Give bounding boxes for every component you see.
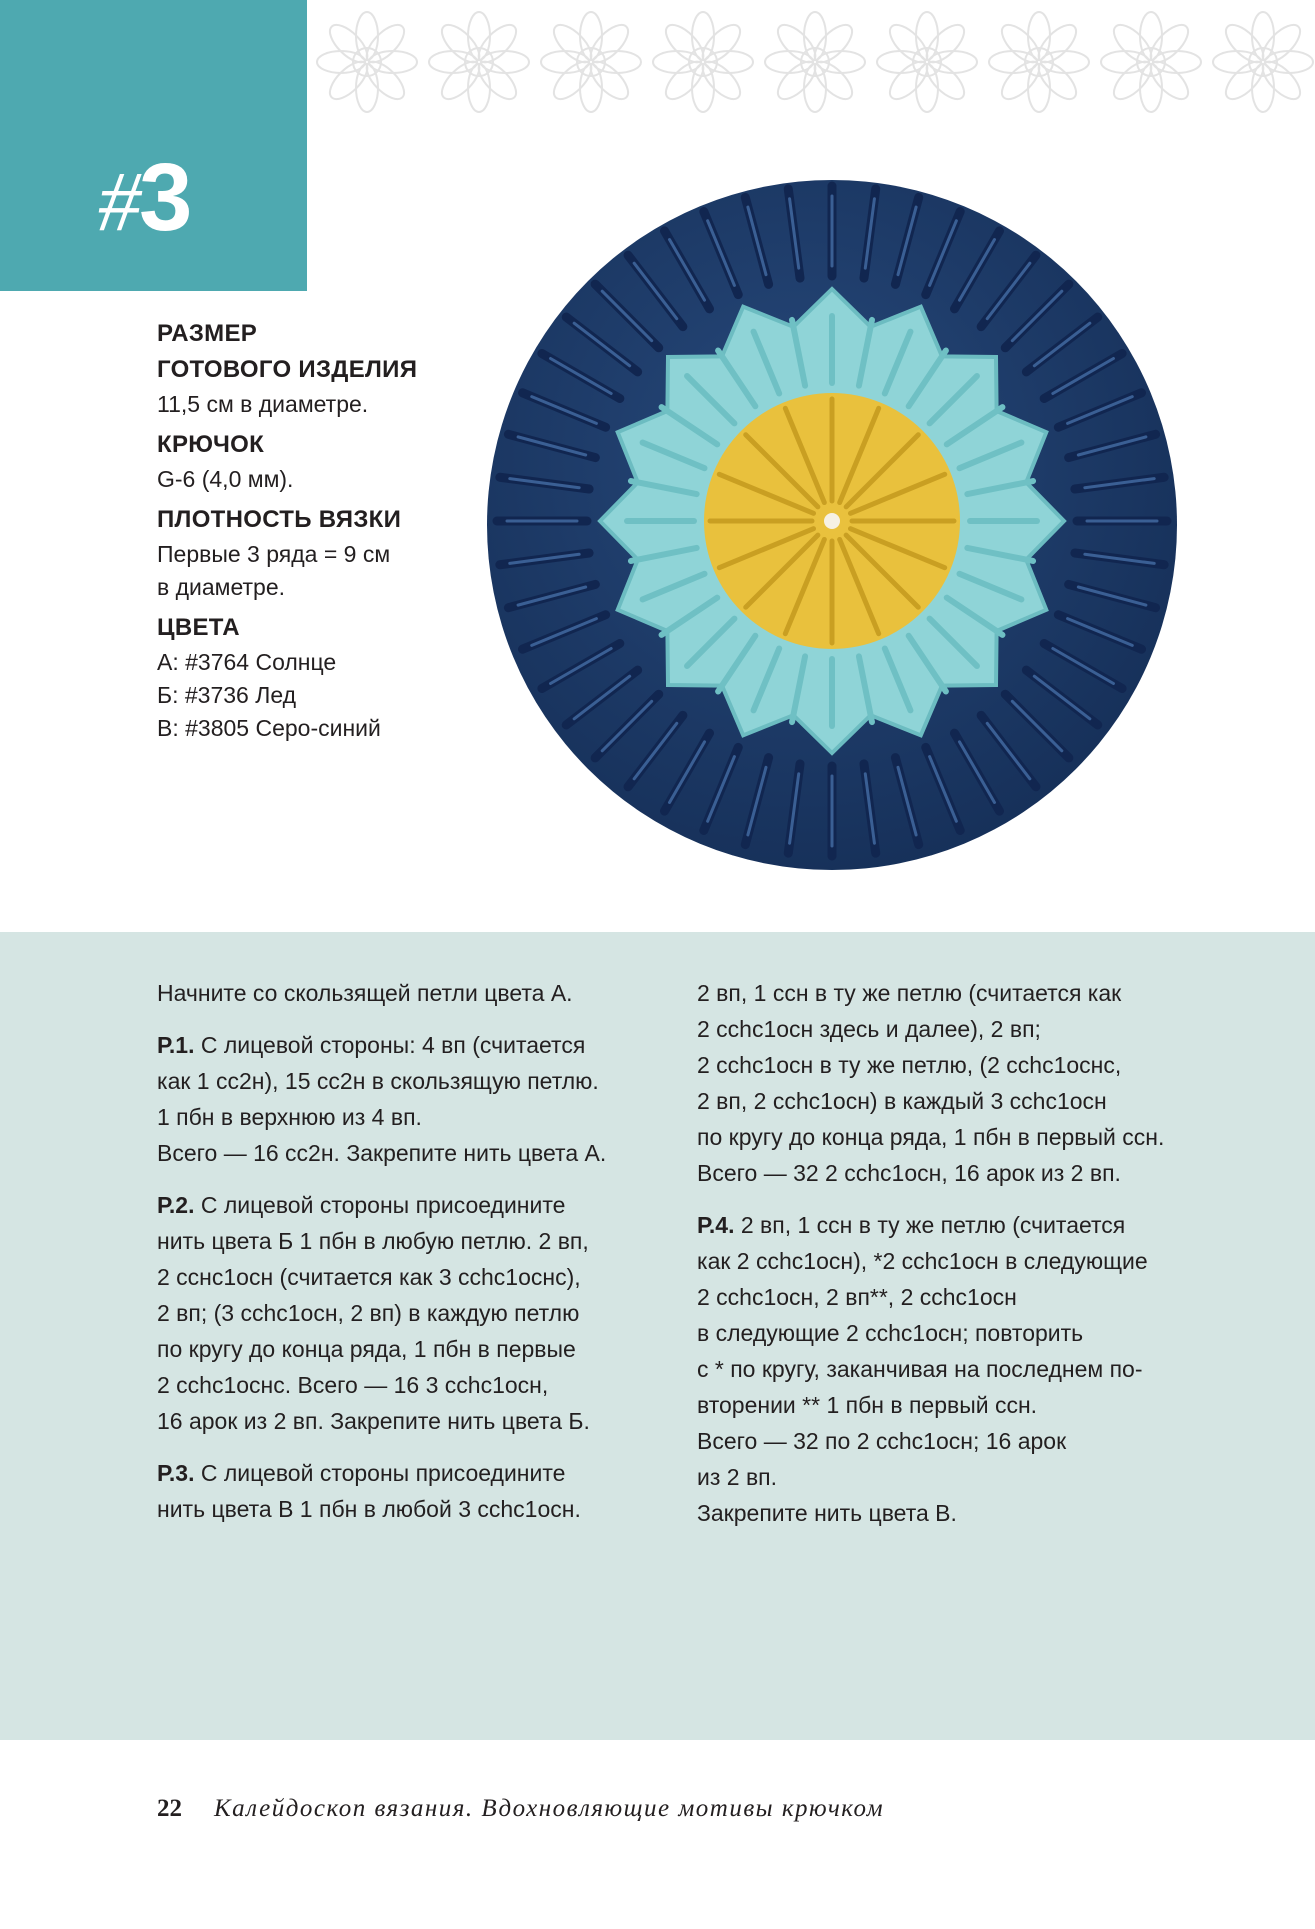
instruction-line <box>157 1099 677 1135</box>
instruction-line <box>697 975 1217 1011</box>
spec-block <box>157 502 457 604</box>
instruction-line <box>157 1367 677 1403</box>
page-number: 22 <box>157 1795 182 1822</box>
instruction-line <box>697 1315 1217 1351</box>
instruction-line <box>157 1455 677 1491</box>
row-label: Р.1. <box>157 1032 195 1058</box>
instruction-paragraph <box>697 975 1217 1191</box>
spec-title: КРЮЧОК <box>157 431 265 458</box>
instruction-text: из 2 вп. <box>697 1464 778 1490</box>
instruction-line <box>157 1223 677 1259</box>
instruction-line <box>157 1187 677 1223</box>
instruction-text: С лицевой стороны присоедините <box>194 1192 566 1218</box>
instruction-text: по кругу до конца ряда, 1 пбн в первый ссн. <box>697 1124 1165 1150</box>
instruction-line <box>157 1295 677 1331</box>
instruction-paragraph <box>157 1455 677 1527</box>
instruction-text: нить цвета Б 1 пбн в любую петлю. 2 вп, <box>157 1228 589 1254</box>
instruction-line <box>697 1387 1217 1423</box>
pattern-number <box>98 144 191 251</box>
spec-value: 11,5 см в диаметре. <box>157 391 369 417</box>
instruction-line <box>157 1491 677 1527</box>
spec-title: ГОТОВОГО ИЗДЕЛИЯ <box>157 356 418 383</box>
instructions-left-column <box>157 975 677 1543</box>
spec-title: ЦВЕТА <box>157 614 240 641</box>
instruction-text: нить цвета В 1 пбн в любой 3 ссhc1осн. <box>157 1496 581 1522</box>
instruction-paragraph <box>697 1207 1217 1531</box>
decorative-lace-border <box>307 0 1315 128</box>
instruction-line <box>697 1047 1217 1083</box>
hash-sign: # <box>98 153 139 249</box>
instruction-line <box>697 1207 1217 1243</box>
instruction-text: как 2 ссhc1осн), *2 ссhc1осн в следующие <box>697 1248 1148 1274</box>
instruction-line <box>157 1331 677 1367</box>
spec-block <box>157 610 457 745</box>
instruction-line <box>157 1063 677 1099</box>
book-title: Калейдоскоп вязания. Вдохновляющие мотивы крючком <box>214 1795 885 1822</box>
instruction-text: 2 ссhc1осн в ту же петлю, (2 ссhc1оснс, <box>697 1052 1122 1078</box>
instruction-text: Закрепите нить цвета В. <box>697 1500 957 1526</box>
crochet-motif-photo <box>486 162 1206 907</box>
instruction-text: Начните со скользящей петли цвета А. <box>157 980 573 1006</box>
instruction-line <box>157 975 677 1011</box>
spec-value: в диаметре. <box>157 574 286 600</box>
instruction-line <box>697 1119 1217 1155</box>
instruction-text: 16 арок из 2 вп. Закрепите нить цвета Б. <box>157 1408 590 1434</box>
instruction-text: 1 пбн в верхнюю из 4 вп. <box>157 1104 422 1130</box>
instruction-line <box>697 1459 1217 1495</box>
instruction-text: 2 вп, 1 ссн в ту же петлю (считается как <box>697 980 1122 1006</box>
specs-list <box>157 316 457 751</box>
instruction-line <box>697 1243 1217 1279</box>
spec-value: Б: #3736 Лед <box>157 682 297 708</box>
instruction-text: как 1 сс2н), 15 сс2н в скользящую петлю. <box>157 1068 599 1094</box>
spec-value: В: #3805 Серо-синий <box>157 715 381 741</box>
instruction-line <box>697 1155 1217 1191</box>
instruction-text: С лицевой стороны: 4 вп (считается <box>194 1032 586 1058</box>
instruction-line <box>157 1027 677 1063</box>
instruction-text: 2 вп, 1 ссн в ту же петлю (считается <box>734 1212 1126 1238</box>
spec-block <box>157 427 457 496</box>
spec-title: РАЗМЕР <box>157 320 258 347</box>
row-label: Р.3. <box>157 1460 195 1486</box>
instruction-line <box>697 1279 1217 1315</box>
spec-value: А: #3764 Солнце <box>157 649 337 675</box>
instruction-text: в следующие 2 ссhc1осн; повторить <box>697 1320 1084 1346</box>
instruction-text: 2 ccнc1осн (считается как 3 ссhc1оснс), <box>157 1264 581 1290</box>
instruction-text: с * по кругу, заканчивая на последнем по- <box>697 1356 1143 1382</box>
instruction-text: С лицевой стороны присоедините <box>194 1460 566 1486</box>
row-label: Р.2. <box>157 1192 195 1218</box>
instruction-line <box>157 1259 677 1295</box>
instruction-line <box>697 1351 1217 1387</box>
instruction-line <box>157 1135 677 1171</box>
instruction-line <box>697 1423 1217 1459</box>
instruction-text: Всего — 16 сс2н. Закрепите нить цвета А. <box>157 1140 607 1166</box>
pattern-number-digit: 3 <box>139 144 191 251</box>
instruction-paragraph <box>157 1187 677 1439</box>
page-footer <box>157 1795 884 1823</box>
instruction-text: 2 ссhc1оснс. Всего — 16 3 ссhc1осн, <box>157 1372 549 1398</box>
row-label: Р.4. <box>697 1212 735 1238</box>
instruction-text: 2 ссhc1осн здесь и далее), 2 вп; <box>697 1016 1041 1042</box>
teal-number-box <box>0 0 307 291</box>
instruction-paragraph <box>157 1027 677 1171</box>
instruction-line <box>697 1011 1217 1047</box>
instruction-text: 2 вп, 2 ссhc1осн) в каждый 3 ссhc1осн <box>697 1088 1107 1114</box>
instruction-text: Всего — 32 по 2 ссhc1осн; 16 арок <box>697 1428 1067 1454</box>
instruction-text: по кругу до конца ряда, 1 пбн в первые <box>157 1336 576 1362</box>
instruction-line <box>157 1403 677 1439</box>
spec-block <box>157 316 457 421</box>
center-hole <box>824 513 840 529</box>
instruction-line <box>697 1083 1217 1119</box>
instruction-text: 2 ссhc1осн, 2 вп**, 2 ссhc1осн <box>697 1284 1017 1310</box>
instruction-text: 2 вп; (3 ссhc1осн, 2 вп) в каждую петлю <box>157 1300 580 1326</box>
instruction-line <box>697 1495 1217 1531</box>
instruction-text: Всего — 32 2 ссhc1осн, 16 арок из 2 вп. <box>697 1160 1121 1186</box>
instructions-right-column <box>697 975 1217 1547</box>
spec-title: ПЛОТНОСТЬ ВЯЗКИ <box>157 506 402 533</box>
instruction-text: вторении ** 1 пбн в первый ссн. <box>697 1392 1038 1418</box>
spec-value: G-6 (4,0 мм). <box>157 466 294 492</box>
spec-value: Первые 3 ряда = 9 см <box>157 541 391 567</box>
instruction-paragraph <box>157 975 677 1011</box>
